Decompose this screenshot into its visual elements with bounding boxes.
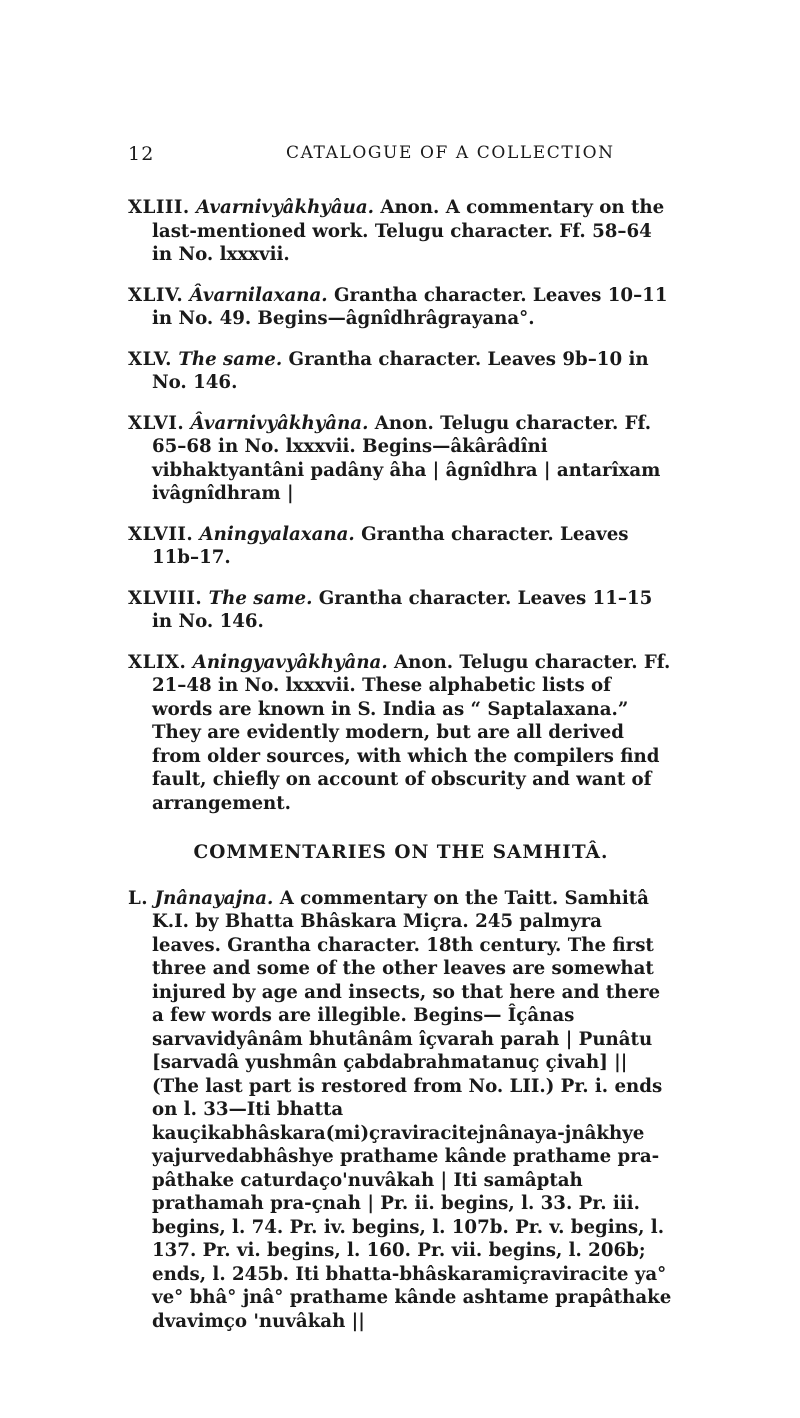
catalogue-entry-xlvii — [128, 523, 674, 570]
catalogue-entry-xliv — [128, 284, 674, 331]
entry-text: Anon. Telugu character. Ff. 21–48 in No. lxxxvii. These alphabetic lists of words are known in S. India as “ Saptalaxana.” They are evidently modern, but are all derived from older sources, with which the compilers find fault, chiefly on account of obscurity and want of arrangement. — [152, 651, 671, 814]
entry-text: Grantha character. Leaves 11b–17. — [152, 523, 629, 568]
entry-title: Avarnivyâkhyâua. — [196, 197, 374, 218]
catalogue-entry-xlv — [128, 348, 674, 395]
entry-number: L. — [128, 887, 149, 909]
entry-title: Jnânayajna. — [154, 887, 274, 909]
entry-title: The same. — [208, 587, 313, 609]
running-title: CATALOGUE OF A COLLECTION — [286, 143, 615, 163]
entry-title: Aningyalaxana. — [199, 523, 355, 545]
entry-text: Grantha character. Leaves 10–11 in No. 49. Begins—âgnîdhrâgrayana°. — [152, 284, 668, 329]
entry-title: Âvarnivyâkhyâna. — [190, 412, 369, 434]
entry-title: Âvarnilaxana. — [189, 284, 328, 306]
catalogue-entry-xliii — [128, 196, 674, 267]
entry-number: XLIV. — [128, 284, 184, 306]
catalogue-entry-xlviii — [128, 587, 674, 634]
entry-text: Anon. A commentary on the last-mentioned work. Telugu character. Ff. 58–64 in No. lxxxvii. — [152, 197, 665, 265]
entry-text: Anon. Telugu character. Ff. 65–68 in No. lxxxvii. Begins—âkârâdîni vibhaktyantâni padâny âha | âgnîdhra | antarîxam ivâgnîdhram | — [152, 412, 661, 504]
entry-number: XLV. — [128, 348, 173, 370]
entry-text: Grantha character. Leaves 11–15 in No. 146. — [152, 587, 653, 632]
page-number: 12 — [128, 143, 155, 165]
entry-number: XLVII. — [128, 523, 194, 545]
entry-number: XLIX. — [128, 651, 187, 673]
entry-number: XLVIII. — [128, 587, 203, 609]
entry-number: XLVI. — [128, 412, 185, 434]
entry-number: XLIII. — [128, 197, 190, 218]
catalogue-entry-xlvi — [128, 412, 674, 506]
catalogue-entry-l — [128, 887, 674, 1334]
catalogue-body — [128, 196, 674, 1350]
entry-title: Aningyavyâkhyâna. — [192, 651, 388, 673]
catalogue-entry-xlix — [128, 651, 674, 816]
running-head — [128, 143, 680, 171]
entry-title: The same. — [178, 348, 283, 370]
section-heading: COMMENTARIES ON THE SAMHITÂ. — [193, 842, 609, 863]
entry-text: Grantha character. Leaves 9b–10 in No. 146. — [152, 348, 649, 393]
entry-text: A commentary on the Taitt. Samhitâ K.I. by Bhatta Bhâskara Miçra. 245 palmyra leaves. Grantha character. 18th century. The first three and some of the other leaves are somewhat injured by age and insects, so that here and there a few words are illegible. Begins— Îçânas sarvavidyânâm bhutânâm îçvarah parah | Punâtu [sarvadâ yushmân çabdabrahmatanuç çivah] || (The last part is restored from No. LII.) Pr. i. ends on l. 33—Iti bhatta kauçikabhâskara(mi)çraviracitejnânaya-jnâkhye yajurvedabhâshye prathame kânde prathame pra-pâthake caturdaço'nuvâkah | Iti samâptah prathamah pra-çnah | Pr. ii. begins, l. 33. Pr. iii. begins, l. 74. Pr. iv. begins, l. 107b. Pr. v. begins, l. 137. Pr. vi. begins, l. 160. Pr. vii. begins, l. 206b; ends, l. 245b. Iti bhatta-bhâskaramiçraviracite ya° ve° bhâ° jnâ° prathame kânde ashtame prapâthake dvavimço 'nuvâkah || — [152, 887, 672, 1332]
